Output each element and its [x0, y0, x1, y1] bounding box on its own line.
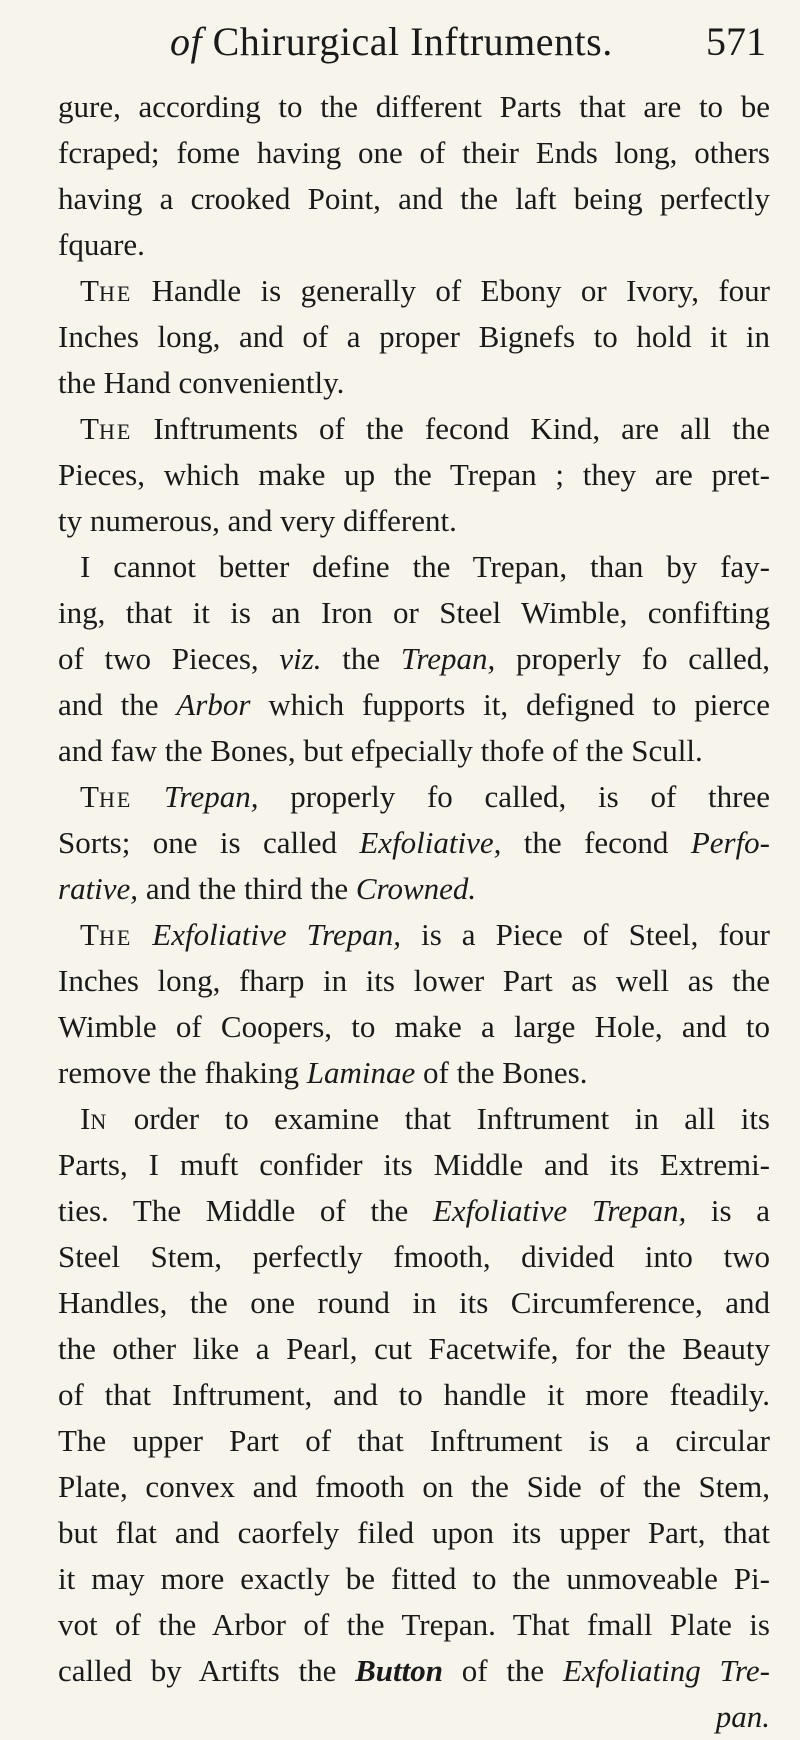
italic-run: Trepan, [164, 779, 259, 814]
small-caps-run: he [98, 779, 133, 814]
text-run: Wimble of Coopers, to make a large Hole, and to [58, 1009, 770, 1044]
italic-run: Button [355, 1653, 443, 1688]
text-run: and the [58, 687, 177, 722]
italic-run: viz. [279, 641, 322, 676]
text-run: properly fo called, [495, 641, 770, 676]
text-run [132, 917, 152, 952]
drop-initial: T [80, 411, 99, 446]
text-run: gure, according to the different Parts that are to be [58, 89, 770, 124]
text-line [58, 1694, 770, 1740]
text-run: Pieces, which make up the Trepan ; they are pret- [58, 457, 770, 492]
text-run: ty numerous, and very different. [58, 503, 457, 538]
text-line [58, 1556, 770, 1602]
small-caps-run: he [98, 917, 133, 952]
text-run: I cannot better define the Trepan, than by fay- [80, 549, 770, 584]
text-run: Plate, convex and fmooth on the Side of the Stem, [58, 1469, 770, 1504]
text-run: but flat and caorfely filed upon its upper Part, that [58, 1515, 770, 1550]
text-run: Inftruments of the fecond Kind, are all the [132, 411, 770, 446]
text-line [58, 1280, 770, 1326]
text-line [58, 1050, 770, 1096]
text-run: Handles, the one round in its Circumference, and [58, 1285, 770, 1320]
italic-run: rative, [58, 871, 139, 906]
small-caps-run: he [98, 411, 133, 446]
text-run: ties. The Middle of the [58, 1193, 433, 1228]
italic-run: Exfoliating Tre- [562, 1653, 770, 1688]
text-run: is a Piece of Steel, four [401, 917, 770, 952]
text-line [58, 84, 770, 130]
text-run: of the [443, 1653, 563, 1688]
text-line [58, 1188, 770, 1234]
italic-run: Exfoliative Trepan, [152, 917, 402, 952]
running-title-prefix: of [170, 19, 203, 64]
text-line [58, 866, 770, 912]
drop-initial: T [80, 779, 99, 814]
drop-initial: T [80, 917, 99, 952]
text-line [58, 958, 770, 1004]
text-run: The upper Part of that Inftrument is a circular [58, 1423, 770, 1458]
text-run: which fupports it, defigned to pierce [250, 687, 770, 722]
text-line [58, 1464, 770, 1510]
text-run: Inches long, fharp in its lower Part as well as the [58, 963, 770, 998]
text-line [58, 1234, 770, 1280]
text-line [58, 406, 770, 452]
small-caps-run: he [98, 273, 133, 308]
text-run: and the third the [138, 871, 356, 906]
running-title-main: Chirurgical Inftruments. [212, 19, 613, 64]
text-run: Inches long, and of a proper Bignefs to hold it in [58, 319, 770, 354]
text-run: of the Bones. [415, 1055, 588, 1090]
text-line [58, 1602, 770, 1648]
text-run: the other like a Pearl, cut Facetwife, for the Beauty [58, 1331, 770, 1366]
text-line [58, 1372, 770, 1418]
italic-run: Trepan, [400, 641, 496, 676]
text-line [58, 912, 770, 958]
text-line [58, 636, 770, 682]
text-line [58, 176, 770, 222]
text-run: and faw the Bones, but efpecially thofe of the Scull. [58, 733, 703, 768]
text-run: properly fo called, is of three [258, 779, 770, 814]
text-line [58, 820, 770, 866]
text-line [58, 774, 770, 820]
text-run: having a crooked Point, and the laft being perfectly [58, 181, 770, 216]
text-run: Steel Stem, perfectly fmooth, divided into two [58, 1239, 770, 1274]
text-run: Handle is generally of Ebony or Ivory, four [132, 273, 770, 308]
text-run: fquare. [58, 227, 145, 262]
text-line [58, 1510, 770, 1556]
text-run: it may more exactly be fitted to the unmoveable Pi- [58, 1561, 770, 1596]
text-line [58, 682, 770, 728]
text-run: the [321, 641, 401, 676]
text-run: the fecond [501, 825, 691, 860]
italic-run: Exfoliative Trepan, [432, 1193, 687, 1228]
drop-initial: T [80, 273, 99, 308]
italic-run: Crowned. [355, 871, 477, 906]
text-line [58, 452, 770, 498]
text-line [58, 728, 770, 774]
text-run: of that Inftrument, and to handle it more fteadily. [58, 1377, 770, 1412]
body-text [58, 84, 770, 1740]
running-title [170, 18, 613, 65]
text-run: called by Artifts the [58, 1653, 356, 1688]
drop-initial: I [80, 1101, 91, 1136]
italic-run: Perfo- [690, 825, 771, 860]
text-line [58, 498, 770, 544]
text-run: Sorts; one is called [58, 825, 360, 860]
text-line [58, 1096, 770, 1142]
small-caps-run: n [90, 1101, 109, 1136]
text-run: order to examine that Inftrument in all its [108, 1101, 770, 1136]
text-line [58, 1418, 770, 1464]
text-run: the Hand conveniently. [58, 365, 345, 400]
text-line [58, 268, 770, 314]
text-run: Parts, I muft confider its Middle and its Extremi- [58, 1147, 770, 1182]
text-line [58, 314, 770, 360]
italic-run: pan. [715, 1699, 770, 1734]
text-line [58, 130, 770, 176]
italic-run: Arbor [176, 687, 251, 722]
text-line [58, 544, 770, 590]
italic-run: Exfoliative, [359, 825, 502, 860]
text-run: is a [686, 1193, 771, 1228]
text-line [58, 222, 770, 268]
page-header [0, 14, 800, 74]
text-run: of two Pieces, [58, 641, 280, 676]
text-line [58, 1326, 770, 1372]
page-number: 571 [706, 19, 766, 64]
text-run [132, 779, 164, 814]
text-line [58, 1004, 770, 1050]
text-run: fcraped; fome having one of their Ends long, others [58, 135, 770, 170]
text-run: ing, that it is an Iron or Steel Wimble, confifting [58, 595, 770, 630]
italic-run: Laminae [306, 1055, 416, 1090]
text-line [58, 360, 770, 406]
text-line [58, 1142, 770, 1188]
text-line [58, 1648, 770, 1694]
text-line [58, 590, 770, 636]
text-run: remove the fhaking [58, 1055, 307, 1090]
text-run: vot of the Arbor of the Trepan. That fmall Plate is [58, 1607, 770, 1642]
